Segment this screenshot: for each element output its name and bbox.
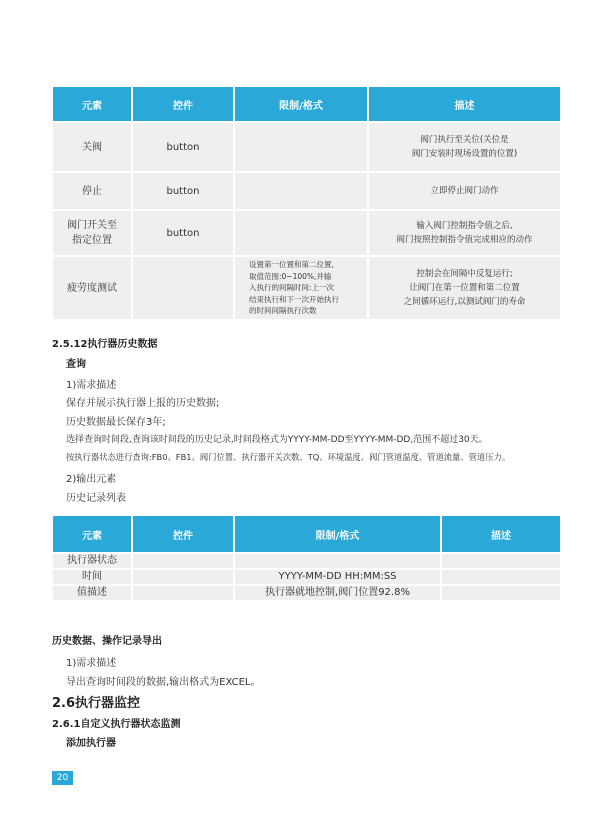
limit-line: 的时间间隔执行次数 xyxy=(249,306,317,316)
cell-element: 值描述 xyxy=(53,586,131,600)
paragraph-line: 1)需求描述 xyxy=(66,380,117,391)
desc-line: 让阀门在第一位置和第二位置 xyxy=(409,283,520,293)
paragraph-line: 2)输出元素 xyxy=(66,474,117,485)
table-header-row xyxy=(53,516,560,552)
section-heading: 历史数据、操作记录导出 xyxy=(52,636,162,647)
limit-line: 入执行的间隔时间:上一次 xyxy=(249,283,335,293)
element-line: 阀门开关至 xyxy=(67,220,117,231)
cell-limit xyxy=(235,123,367,171)
limit-line: 设置第一位置和第二位置, xyxy=(249,260,334,270)
paragraph-line: 保存并展示执行器上报的历史数据; xyxy=(66,398,220,409)
header-desc: 描述 xyxy=(369,87,560,121)
cell-desc xyxy=(369,123,560,171)
cell-desc xyxy=(369,173,560,209)
table-header-row xyxy=(53,87,560,121)
cell-element: 疲劳度测试 xyxy=(53,257,131,319)
desc-line: 输入阀门控制指令值之后, xyxy=(416,221,513,231)
cell-limit xyxy=(235,554,440,568)
cell-limit xyxy=(235,173,367,209)
section-heading-large: 2.6执行器监控 xyxy=(52,696,141,711)
desc-line: 阀门执行至关位(关位是 xyxy=(420,135,509,145)
cell-element xyxy=(53,211,131,255)
cell-desc xyxy=(442,570,560,584)
paragraph-line: 历史记录列表 xyxy=(66,493,126,504)
header-element: 元素 xyxy=(53,516,131,552)
table-row xyxy=(53,211,560,255)
paragraph-line: 导出查询时间段的数据,输出格式为EXCEL。 xyxy=(66,677,261,688)
header-element: 元素 xyxy=(53,87,131,121)
desc-line: 阀门安装时现场设置的位置) xyxy=(411,149,518,159)
cell-limit: 执行器就地控制,阀门位置92.8% xyxy=(235,586,440,600)
section-heading: 2.5.12执行器历史数据 xyxy=(52,339,158,350)
table-row xyxy=(53,570,560,584)
section-subsubheading: 添加执行器 xyxy=(66,738,116,749)
cell-control xyxy=(133,570,233,584)
cell-element: 执行器状态 xyxy=(53,554,131,568)
cell-element: 时间 xyxy=(53,570,131,584)
cell-desc xyxy=(369,211,560,255)
cell-control: button xyxy=(133,173,233,209)
cell-control: button xyxy=(133,123,233,171)
cell-control: button xyxy=(133,211,233,255)
cell-limit xyxy=(235,211,367,255)
cell-desc xyxy=(369,257,560,319)
desc-line: 控制会在间隔中反复运行; xyxy=(416,269,513,279)
header-limit: 限制/格式 xyxy=(235,87,367,121)
section-subheading: 查询 xyxy=(66,359,86,370)
table-row xyxy=(53,257,560,319)
control-table xyxy=(51,85,562,321)
cell-control xyxy=(133,257,233,319)
cell-desc xyxy=(442,586,560,600)
paragraph-line: 选择查询时间段,查询该时间段的历史记录,时间段格式为YYYY-MM-DD至YYYY-MM-DD,范围不超过30天。 xyxy=(66,435,488,445)
limit-line: 结束执行和下一次开始执行 xyxy=(249,294,339,304)
header-desc: 描述 xyxy=(442,516,560,552)
cell-limit xyxy=(235,257,367,319)
desc-line: 阀门按照控制指令值完成相应的动作 xyxy=(396,235,533,245)
paragraph-line: 按执行器状态进行查询:FB0、FB1、阀门位置、执行器开关次数、TQ、环境温度、阀门管道温度、管道流量、管道压力。 xyxy=(66,452,511,462)
table-row xyxy=(53,173,560,209)
limit-line: 取值范围:0~100%,并输 xyxy=(249,271,332,281)
page-number: 20 xyxy=(52,771,73,785)
history-table xyxy=(51,514,562,602)
table-row xyxy=(53,586,560,600)
paragraph-line: 1)需求描述 xyxy=(66,658,117,669)
header-control: 控件 xyxy=(133,87,233,121)
table-row xyxy=(53,554,560,568)
cell-control xyxy=(133,554,233,568)
cell-element: 关阀 xyxy=(53,123,131,171)
table-row xyxy=(53,123,560,171)
desc-line: 之间循环运行,以测试阀门的寿命 xyxy=(403,297,526,307)
cell-limit: YYYY-MM-DD HH:MM:SS xyxy=(235,570,440,584)
cell-control xyxy=(133,586,233,600)
desc-line: 立即停止阀门动作 xyxy=(430,186,499,196)
element-line: 指定位置 xyxy=(72,235,112,246)
paragraph-line: 历史数据最长保存3年; xyxy=(66,417,166,428)
section-subheading: 2.6.1自定义执行器状态监测 xyxy=(52,719,181,730)
header-limit: 限制/格式 xyxy=(235,516,440,552)
cell-element: 停止 xyxy=(53,173,131,209)
header-control: 控件 xyxy=(133,516,233,552)
cell-desc xyxy=(442,554,560,568)
